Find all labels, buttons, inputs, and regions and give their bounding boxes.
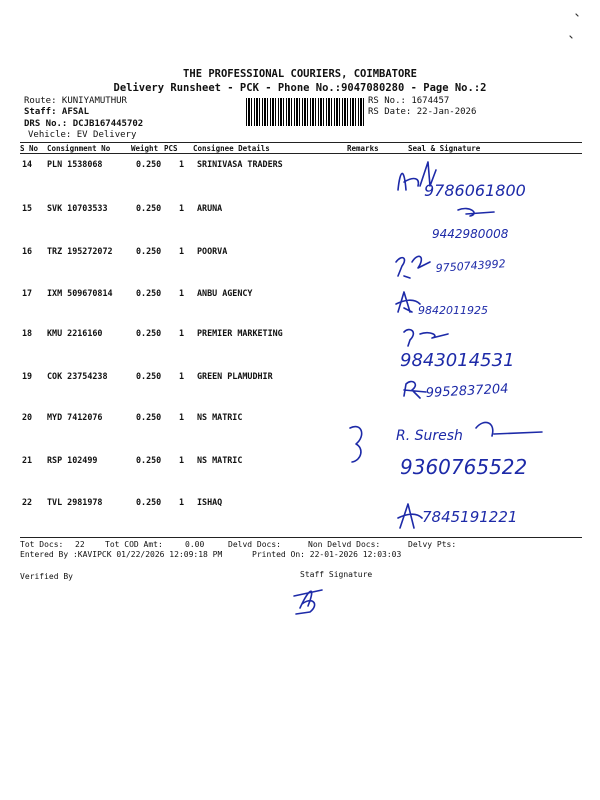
handwritten-phone: 9750743992 [435, 257, 507, 275]
col-seal-signature: Seal & Signature [408, 144, 481, 153]
row-weight: 0.250 [136, 412, 162, 422]
row-sno: 14 [22, 159, 33, 169]
signature-scribble [398, 504, 422, 528]
non-delvd-docs-label: Non Delvd Docs: [308, 540, 381, 549]
row-weight: 0.250 [136, 246, 162, 256]
row-pcs: 1 [179, 328, 185, 338]
signature-scribble [404, 382, 426, 398]
row-pcs: 1 [179, 497, 185, 507]
row-weight: 0.250 [136, 371, 162, 381]
tot-docs-label: Tot Docs: [20, 540, 64, 549]
row-consignment: SVK 10703533 [47, 203, 108, 213]
drs-label: DRS No.: DCJB167445702 [24, 119, 144, 129]
col-remarks: Remarks [347, 144, 379, 153]
company-title: THE PROFESSIONAL COURIERS, COIMBATORE [183, 68, 417, 80]
row-weight: 0.250 [136, 159, 162, 169]
row-sno: 21 [22, 455, 33, 465]
row-sno: 22 [22, 497, 33, 507]
row-consignment: TVL 2981978 [47, 497, 103, 507]
signature-scribble [458, 209, 494, 216]
corner-marks [570, 14, 578, 38]
col-pcs: PCS [164, 144, 178, 153]
row-consignment: TRZ 195272072 [47, 246, 113, 256]
row-consignment: IXM 509670814 [47, 288, 113, 298]
entered-by: Entered By :KAVIPCK 01/22/2026 12:09:18 PM [20, 550, 223, 559]
row-consignee: ISHAQ [197, 497, 223, 507]
row-consignee: GREEN PLAMUDHIR [197, 371, 273, 381]
row-consignment: KMU 2216160 [47, 328, 103, 338]
staff-label: Staff: AFSAL [24, 107, 90, 117]
row-weight: 0.250 [136, 288, 162, 298]
bracket-mark [350, 427, 362, 462]
tot-cod-label: Tot COD Amt: [105, 540, 163, 549]
printed-on: Printed On: 22-01-2026 12:03:03 [252, 550, 402, 559]
row-weight: 0.250 [136, 497, 162, 507]
row-pcs: 1 [179, 455, 185, 465]
row-consignee: NS MATRIC [197, 412, 243, 422]
col-consignee: Consignee Details [193, 144, 270, 153]
handwritten-name: R. Suresh [396, 428, 463, 444]
row-sno: 17 [22, 288, 33, 298]
row-sno: 15 [22, 203, 33, 213]
col-weight: Weight [131, 144, 159, 153]
rs-number: RS No.: 1674457 [368, 96, 450, 106]
row-sno: 19 [22, 371, 33, 381]
col-sno: S No [20, 144, 39, 153]
staff-signature-scribble [294, 590, 322, 614]
row-pcs: 1 [179, 288, 185, 298]
vehicle-label: Vehicle: EV Delivery [28, 130, 137, 140]
tot-docs-value: 22 [75, 540, 85, 549]
row-consignment: MYD 7412076 [47, 412, 103, 422]
route-label: Route: KUNIYAMUTHUR [24, 96, 127, 106]
verified-by-label: Verified By [20, 572, 73, 581]
signature-scribble [396, 292, 420, 312]
row-sno: 18 [22, 328, 33, 338]
row-pcs: 1 [179, 412, 185, 422]
staff-signature-label: Staff Signature [300, 570, 373, 579]
row-consignment: PLN 1538068 [47, 159, 103, 169]
row-consignment: RSP 102499 [47, 455, 98, 465]
handwritten-phone: 9442980008 [432, 227, 509, 241]
row-weight: 0.250 [136, 203, 162, 213]
row-consignment: COK 23754238 [47, 371, 108, 381]
row-pcs: 1 [179, 246, 185, 256]
row-consignee: NS MATRIC [197, 455, 243, 465]
handwritten-phone: 9843014531 [400, 350, 515, 371]
row-sno: 16 [22, 246, 33, 256]
row-pcs: 1 [179, 159, 185, 169]
row-sno: 20 [22, 412, 33, 422]
row-consignee: PREMIER MARKETING [197, 328, 283, 338]
delvy-pts-label: Delvy Pts: [408, 540, 457, 549]
row-consignee: POORVA [197, 246, 228, 256]
footer-top-rule [20, 537, 582, 538]
row-weight: 0.250 [136, 328, 162, 338]
handwritten-phone: 9360765522 [400, 455, 528, 479]
delvd-docs-label: Delvd Docs: [228, 540, 281, 549]
handwritten-phone: 9842011925 [418, 304, 488, 317]
row-consignee: ANBU AGENCY [197, 288, 253, 298]
row-pcs: 1 [179, 203, 185, 213]
row-weight: 0.250 [136, 455, 162, 465]
handwritten-phone: 9786061800 [424, 181, 526, 200]
col-consignment: Consignment No [47, 144, 111, 153]
row-consignee: SRINIVASA TRADERS [197, 159, 283, 169]
rs-date: RS Date: 22-Jan-2026 [368, 107, 477, 117]
row-consignee: ARUNA [197, 203, 223, 213]
handwritten-phone: 9952837204 [425, 381, 509, 401]
signature-scribble [404, 330, 448, 346]
tot-cod-value: 0.00 [185, 540, 205, 549]
row-pcs: 1 [179, 371, 185, 381]
signature-scribble [396, 256, 430, 278]
signature-scribble [476, 422, 542, 436]
handwritten-phone: 7845191221 [422, 508, 518, 526]
runsheet-title: Delivery Runsheet - PCK - Phone No.:9047080280 - Page No.:2 [113, 82, 487, 94]
